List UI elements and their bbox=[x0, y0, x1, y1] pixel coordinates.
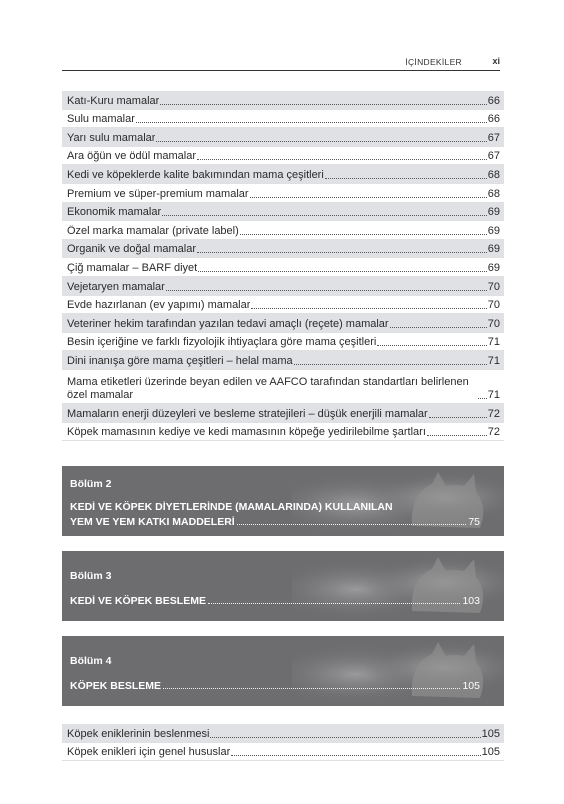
toc-entry-title: Katı-Kuru mamalar bbox=[67, 94, 160, 107]
toc-entry-title: Evde hazırlanan (ev yapımı) mamalar bbox=[67, 299, 251, 312]
toc-leader-dots bbox=[325, 177, 487, 179]
toc-entry-title: Veteriner hekim tarafından yazılan tedavi amaçlı (reçete) mamalar bbox=[67, 317, 389, 330]
toc-row[interactable] bbox=[62, 221, 504, 240]
dog-cat-photo-image bbox=[292, 636, 504, 706]
toc-entry-page: 69 bbox=[487, 243, 500, 256]
toc-row[interactable] bbox=[62, 423, 504, 442]
toc-entry-title: Besin içeriğine ve farklı fizyolojik ihtiyaçlara göre mama çeşitleri bbox=[67, 336, 377, 349]
toc-entry-title: Organik ve doğal mamalar bbox=[67, 243, 197, 256]
chapter-page: 75 bbox=[468, 516, 480, 528]
toc-entry-page: 72 bbox=[487, 426, 500, 439]
chapter-title-row bbox=[70, 595, 480, 607]
chapter-leader-dots bbox=[208, 602, 461, 604]
toc-leader-dots bbox=[198, 270, 487, 272]
toc-entry-page: 70 bbox=[487, 280, 500, 293]
toc-row[interactable] bbox=[62, 91, 504, 110]
dog-cat-photo-image bbox=[292, 551, 504, 621]
header-page-number: xi bbox=[492, 56, 500, 66]
toc-entry-page: 69 bbox=[487, 224, 500, 237]
chapter-banner-2[interactable] bbox=[62, 466, 504, 536]
chapter-title: KÖPEK BESLEME bbox=[70, 680, 162, 692]
toc-row[interactable] bbox=[62, 184, 504, 203]
toc-entry-title: Mama etiketleri üzerinde beyan edilen ve AAFCO tarafından standartları belirlenen özel mamalar bbox=[67, 375, 469, 401]
toc-entry-title: Sulu mamalar bbox=[67, 113, 135, 126]
toc-entry-title: Mamaların enerji düzeyleri ve besleme stratejileri – düşük enerjili mamalar bbox=[67, 407, 428, 420]
toc-entry-page: 70 bbox=[487, 299, 500, 312]
toc-row[interactable] bbox=[62, 333, 504, 352]
toc-entry-title: Ara öğün ve ödül mamalar bbox=[67, 150, 197, 163]
toc-leader-dots bbox=[377, 344, 486, 346]
toc-leader-dots bbox=[197, 158, 487, 160]
toc-leader-dots bbox=[156, 140, 486, 142]
toc-row[interactable] bbox=[62, 404, 504, 423]
chapter-label: Bölüm 4 bbox=[70, 655, 112, 667]
toc-entry-title: Yarı sulu mamalar bbox=[67, 131, 156, 144]
chapter-title-line1: KEDİ VE KÖPEK DİYETLERİNDE (MAMALARINDA) KULLANILAN bbox=[70, 501, 393, 513]
toc-entry-page: 69 bbox=[487, 206, 500, 219]
toc-entry-page: 71 bbox=[487, 388, 500, 401]
toc-leader-dots bbox=[427, 434, 487, 436]
toc-entry-title: Dini inanışa göre mama çeşitleri – helal mama bbox=[67, 354, 293, 367]
toc-row[interactable] bbox=[62, 314, 504, 333]
toc-row[interactable] bbox=[62, 258, 504, 277]
toc-entry-title: Ekonomik mamalar bbox=[67, 206, 162, 219]
toc-row[interactable] bbox=[62, 370, 504, 404]
running-header bbox=[62, 56, 500, 72]
chapter-label: Bölüm 2 bbox=[70, 478, 112, 490]
toc-leader-dots bbox=[160, 103, 486, 105]
toc-entry-page: 69 bbox=[487, 261, 500, 274]
toc-entry-title: Vejetaryen mamalar bbox=[67, 280, 165, 293]
toc-entry-page: 105 bbox=[481, 727, 500, 740]
toc-row[interactable] bbox=[62, 240, 504, 259]
toc-leader-dots bbox=[478, 397, 487, 399]
toc-entry-page: 71 bbox=[487, 354, 500, 367]
toc-leader-dots bbox=[251, 307, 486, 309]
toc-leader-dots bbox=[136, 121, 487, 123]
toc-row[interactable] bbox=[62, 147, 504, 166]
toc-leader-dots bbox=[390, 326, 487, 328]
toc-entry-page: 66 bbox=[487, 113, 500, 126]
toc-entry-title: Köpek mamasının kediye ve kedi mamasının köpeğe yedirilebilme şartları bbox=[67, 426, 426, 439]
header-rule bbox=[62, 70, 500, 71]
toc-entry-title: Çiğ mamalar – BARF diyet bbox=[67, 261, 198, 274]
toc-entry-page: 66 bbox=[487, 94, 500, 107]
toc-entry-page: 105 bbox=[481, 746, 500, 759]
toc-entry-title: Köpek eniklerinin beslenmesi bbox=[67, 727, 210, 740]
toc-entry-title: Özel marka mamalar (private label) bbox=[67, 224, 239, 237]
toc-row[interactable] bbox=[62, 277, 504, 296]
toc-row[interactable] bbox=[62, 110, 504, 129]
toc-entry-title: Kedi ve köpeklerde kalite bakımından mama çeşitleri bbox=[67, 168, 324, 181]
toc-list-top bbox=[62, 91, 504, 441]
toc-entry-title: Köpek enikleri için genel hususlar bbox=[67, 746, 231, 759]
toc-leader-dots bbox=[429, 416, 487, 418]
header-section-title: İÇİNDEKİLER bbox=[405, 57, 462, 67]
toc-entry-page: 67 bbox=[487, 150, 500, 163]
chapter-leader-dots bbox=[163, 687, 460, 689]
toc-leader-dots bbox=[250, 196, 487, 198]
toc-entry-page: 67 bbox=[487, 131, 500, 144]
chapter-page: 105 bbox=[462, 680, 480, 692]
chapter-title-row bbox=[70, 680, 480, 692]
toc-row[interactable] bbox=[62, 724, 504, 743]
toc-leader-dots bbox=[210, 736, 480, 738]
chapter-title: KEDİ VE KÖPEK BESLEME bbox=[70, 595, 206, 607]
toc-entry-page: 68 bbox=[487, 168, 500, 181]
toc-leader-dots bbox=[294, 363, 487, 365]
toc-row[interactable] bbox=[62, 128, 504, 147]
toc-entry-page: 72 bbox=[487, 407, 500, 420]
chapter-title-line2: YEM VE YEM KATKI MADDELERİ bbox=[70, 516, 235, 528]
chapter-title-row bbox=[70, 516, 480, 528]
toc-list-bottom bbox=[62, 724, 504, 761]
toc-leader-dots bbox=[231, 754, 480, 756]
toc-entry-page: 70 bbox=[487, 317, 500, 330]
toc-leader-dots bbox=[166, 289, 487, 291]
toc-row[interactable] bbox=[62, 743, 504, 762]
toc-row[interactable] bbox=[62, 165, 504, 184]
toc-entry-title: Premium ve süper-premium mamalar bbox=[67, 187, 249, 200]
chapter-banner-4[interactable] bbox=[62, 636, 504, 706]
toc-entry-page: 68 bbox=[487, 187, 500, 200]
chapter-page: 103 bbox=[462, 595, 480, 607]
toc-leader-dots bbox=[240, 233, 487, 235]
toc-entry-page: 71 bbox=[487, 336, 500, 349]
chapter-leader-dots bbox=[237, 523, 467, 525]
chapter-label: Bölüm 3 bbox=[70, 570, 112, 582]
toc-row[interactable] bbox=[62, 351, 504, 370]
toc-leader-dots bbox=[162, 214, 487, 216]
toc-leader-dots bbox=[197, 251, 487, 253]
toc-row[interactable] bbox=[62, 203, 504, 222]
chapter-banner-3[interactable] bbox=[62, 551, 504, 621]
toc-row[interactable] bbox=[62, 296, 504, 315]
